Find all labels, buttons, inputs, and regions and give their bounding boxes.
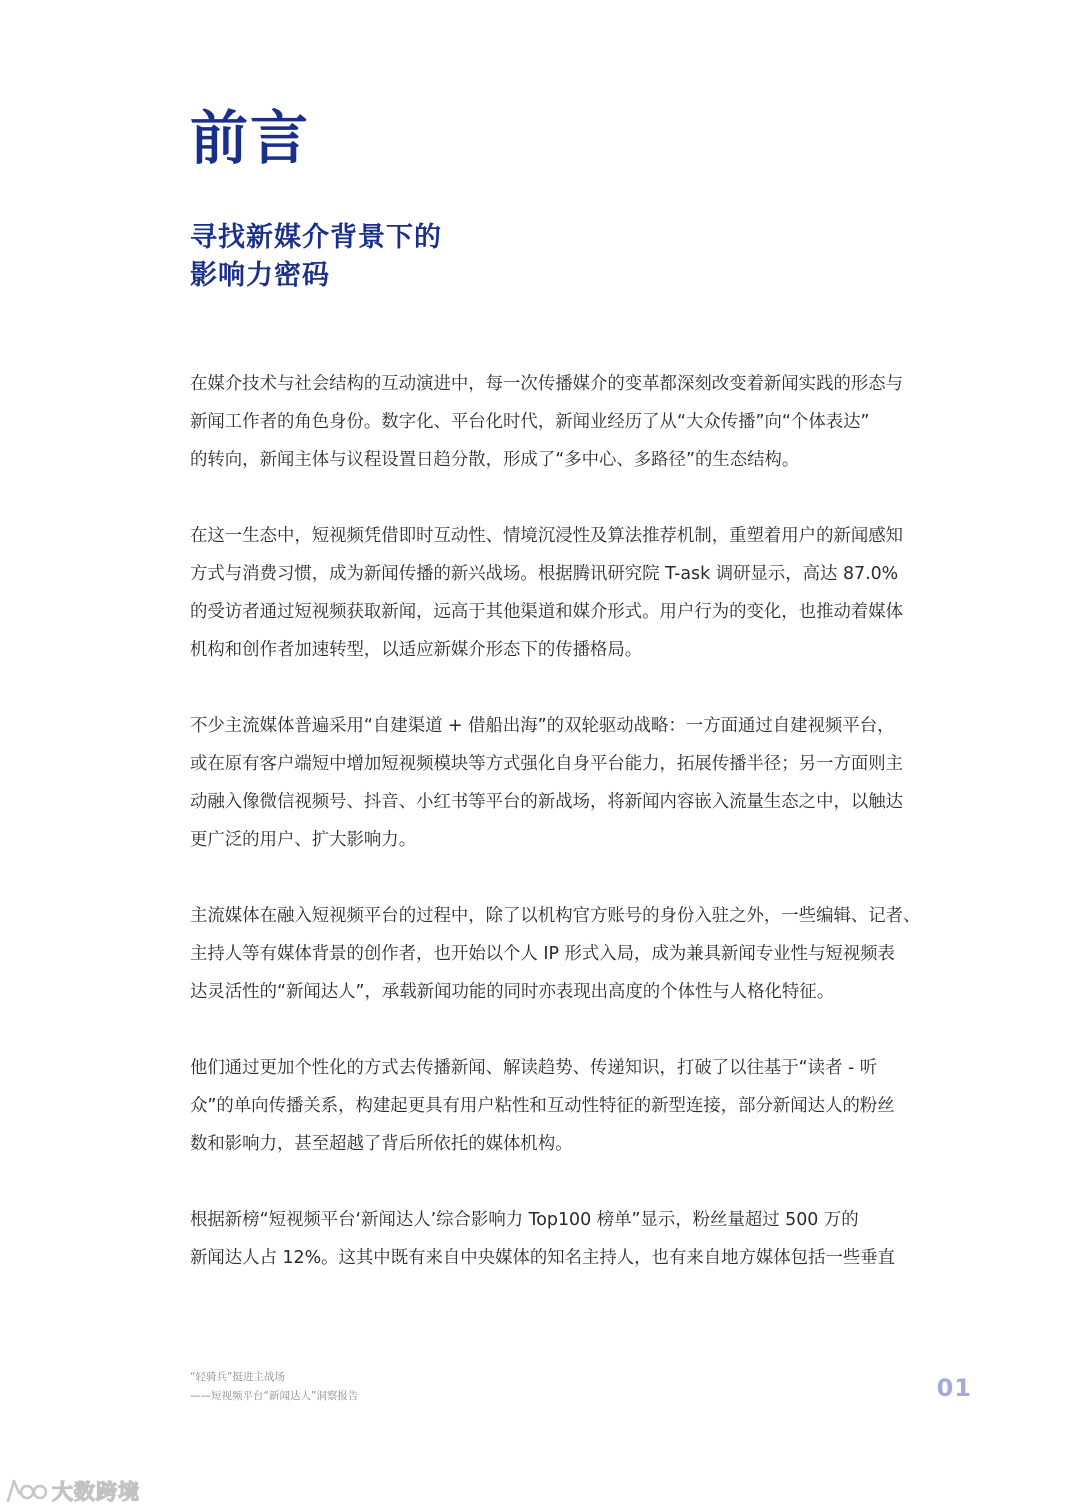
subtitle-line-1: 寻找新媒介背景下的 (190, 222, 442, 253)
paragraph-2 (190, 517, 980, 669)
page-footer (190, 1368, 980, 1412)
paragraph-line: 不少主流媒体普遍采用“自建渠道 + 借船出海”的双轮驱动战略：一方面通过自建视频平台， (190, 716, 895, 736)
paragraph-1 (190, 365, 980, 479)
paragraph-line: 数和影响力，甚至超越了背后所依托的媒体机构。 (190, 1134, 573, 1154)
watermark (4, 1474, 140, 1508)
paragraph-line: 根据新榜“短视频平台‘新闻达人’综合影响力 Top100 榜单”显示，粉丝量超过 500 万的 (190, 1210, 859, 1230)
paragraph-5 (190, 1049, 980, 1163)
page-number: 01 (936, 1374, 972, 1402)
paragraph-6 (190, 1201, 980, 1277)
paragraph-line: 他们通过更加个性化的方式去传播新闻、解读趋势、传递知识，打破了以往基于“读者 - 听 (190, 1058, 878, 1078)
paragraph-line: 在媒介技术与社会结构的互动演进中，每一次传播媒介的变革都深刻改变着新闻实践的形态与 (190, 374, 904, 394)
watermark-logo-icon (4, 1475, 50, 1507)
paragraph-line: 的转向，新闻主体与议程设置日趋分散，形成了“多中心、多路径”的生态结构。 (190, 450, 800, 470)
paragraph-line: 在这一生态中，短视频凭借即时互动性、情境沉浸性及算法推荐机制，重塑着用户的新闻感知 (190, 526, 904, 546)
watermark-text: 大数跨境 (52, 1480, 140, 1504)
paragraph-line: 或在原有客户端短中增加短视频模块等方式强化自身平台能力，拓展传播半径；另一方面则主 (190, 754, 904, 774)
page-subtitle (190, 219, 590, 295)
page-title: 前言 (190, 104, 311, 172)
paragraph-line: 新闻达人占 12%。这其中既有来自中央媒体的知名主持人，也有来自地方媒体包括一些垂直 (190, 1248, 896, 1268)
subtitle-line-2: 影响力密码 (190, 260, 330, 291)
paragraph-line: 主持人等有媒体背景的创作者，也开始以个人 IP 形式入局，成为兼具新闻专业性与短视频表 (190, 944, 895, 964)
paragraph-line: 达灵活性的“新闻达人”，承载新闻功能的同时亦表现出高度的个体性与人格化特征。 (190, 982, 835, 1002)
paragraph-line: 的受访者通过短视频获取新闻，远高于其他渠道和媒介形式。用户行为的变化，也推动着媒体 (190, 602, 904, 622)
paragraph-line: 众”的单向传播关系，构建起更具有用户粘性和互动性特征的新型连接，部分新闻达人的粉丝 (190, 1096, 895, 1116)
report-full-title: ——短视频平台“新闻达人”洞察报告 (190, 1390, 359, 1402)
paragraph-line: 更广泛的用户、扩大影响力。 (190, 830, 417, 850)
paragraph-line: 动融入像微信视频号、抖音、小红书等平台的新战场，将新闻内容嵌入流量生态之中，以触达 (190, 792, 904, 812)
body-text (190, 365, 980, 1315)
paragraph-4 (190, 897, 980, 1011)
paragraph-line: 方式与消费习惯，成为新闻传播的新兴战场。根据腾讯研究院 T-ask 调研显示，高达 87.0% (190, 564, 899, 584)
report-short-title: “轻骑兵”挺进主战场 (190, 1371, 285, 1383)
paragraph-line: 机构和创作者加速转型，以适应新媒介形态下的传播格局。 (190, 640, 643, 660)
paragraph-line: 新闻工作者的角色身份。数字化、平台化时代，新闻业经历了从“大众传播”向“个体表达” (190, 412, 870, 432)
paragraph-3 (190, 707, 980, 859)
paragraph-line: 主流媒体在融入短视频平台的过程中，除了以机构官方账号的身份入驻之外，一些编辑、记者、 (190, 906, 921, 926)
